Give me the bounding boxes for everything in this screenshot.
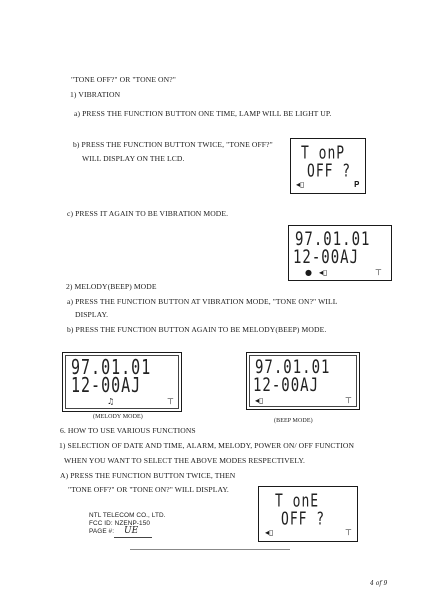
step-melody-a: a) PRESS THE FUNCTION BUTTON AT VIBRATION MODE, "TONE ON?" WILL [67,297,338,306]
lcd-tone-off-bottom: OFF ? [307,161,352,182]
lcd-melody-top: 97.01.01 [71,355,152,380]
speaker-icon: ◂▯ [296,180,305,189]
vibration-icon: ● [305,268,312,277]
speaker-icon: ◂▯ [319,268,328,277]
lcd-beep-top: 97.01.01 [255,356,331,379]
lcd-tone-on [258,486,358,542]
step-functions-1: 1) SELECTION OF DATE AND TIME, ALARM, MELODY, POWER ON/ OFF FUNCTION [59,441,355,450]
step-functions-1-cont: WHEN YOU WANT TO SELECT THE ABOVE MODES RESPECTIVELY. [64,456,306,465]
footer-page-handwritten: UE [124,526,139,536]
lcd-date-vibration [288,225,392,281]
heading-various-functions: 6. HOW TO USE VARIOUS FUNCTIONS [60,426,196,435]
step-vibration-b: b) PRESS THE FUNCTION BUTTON TWICE, "TONE OFF?" [73,140,273,149]
step-melody-a-cont: DISPLAY. [75,310,109,319]
footer-page-label: PAGE #: [89,528,115,535]
step-functions-a-cont: "TONE OFF?" OR "TONE ON?" WILL DISPLAY. [68,485,229,494]
heading-vibration: 1) VIBRATION [70,90,121,99]
antenna-icon: ⊤ [345,528,352,537]
step-vibration-b-cont: WILL DISPLAY ON THE LCD. [82,154,185,163]
lcd-tone-off-top: T onP [301,143,346,164]
melody-icon: ♫ [107,397,115,406]
page-count-handwritten: 4 of 9 [370,580,388,587]
lcd-date-vibration-bottom: 12-00AJ [293,246,360,269]
page-underline [114,537,152,538]
lcd-beep-bottom: 12-00AJ [253,374,320,397]
antenna-icon: ⊤ [167,397,174,406]
lcd-tone-on-bottom: OFF ? [281,509,326,530]
caption-beep: (BEEP MODE) [274,418,313,424]
footer-fcc-id: FCC ID: NZENP-150 [89,520,151,527]
lcd-melody-bottom: 12-00AJ [71,373,142,398]
speaker-icon: ◂▯ [265,528,274,537]
step-vibration-c: c) PRESS IT AGAIN TO BE VIBRATION MODE. [67,209,229,218]
lcd-beep-mode [246,352,360,410]
caption-melody: (MELODY MODE) [93,414,143,420]
step-functions-a: A) PRESS THE FUNCTION BUTTON TWICE, THEN [60,471,236,480]
lcd-date-vibration-top: 97.01.01 [295,228,371,251]
footer-rule [130,549,290,550]
lcd-tone-off [290,138,366,194]
step-vibration-a: a) PRESS THE FUNCTION BUTTON ONE TIME, LAMP WILL BE LIGHT UP. [74,109,332,118]
antenna-icon: ⊤ [375,268,382,277]
tone-options-line: "TONE OFF?" OR "TONE ON?" [71,75,176,84]
antenna-icon: ⊤ [345,396,352,405]
footer-company: NTL TELECOM CO., LTD. [89,512,166,519]
step-melody-b: b) PRESS THE FUNCTION BUTTON AGAIN TO BE MELODY(BEEP) MODE. [67,325,327,334]
speaker-icon: ◂▯ [255,396,264,405]
heading-melody: 2) MELODY(BEEP) MODE [66,282,157,291]
lcd-melody-mode [62,352,182,412]
lcd-tone-on-top: T onE [275,491,320,512]
antenna-icon: 𝚸 [354,180,360,189]
